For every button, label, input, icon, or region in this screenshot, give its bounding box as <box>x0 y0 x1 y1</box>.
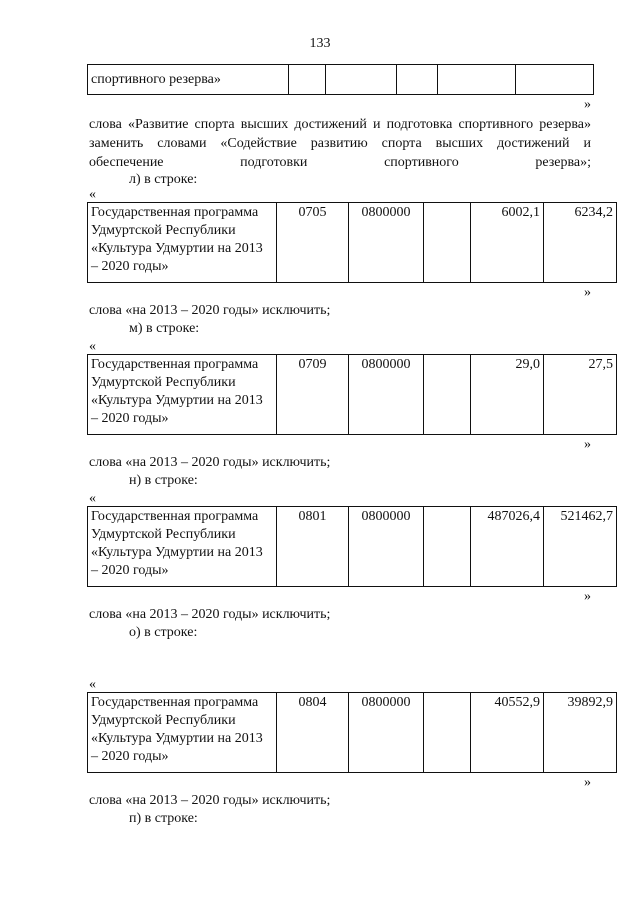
section-code-cell: 0801 <box>277 507 349 587</box>
program-code-cell: 0800000 <box>349 203 424 283</box>
expense-type-cell <box>424 203 471 283</box>
expense-type-cell <box>424 507 471 587</box>
value-2014-cell: 39892,9 <box>544 693 617 773</box>
table-row <box>88 65 594 95</box>
amendment-line: слова «на 2013 – 2020 годы» исключить; <box>89 303 331 318</box>
subitem-l-label: л) в строке: <box>129 172 198 187</box>
table-row <box>88 693 617 773</box>
budget-table-continuation <box>87 64 594 95</box>
row-name-cell: Государственная программа Удмуртской Республики «Культура Удмуртии на 2013 – 2020 годы» <box>88 693 277 773</box>
opening-quote: « <box>89 491 96 506</box>
program-code-cell: 0800000 <box>349 693 424 773</box>
expense-type-cell <box>424 355 471 435</box>
table-row <box>88 203 617 283</box>
row-name-cell: Государственная программа Удмуртской Республики «Культура Удмуртии на 2013 – 2020 годы» <box>88 203 277 283</box>
value-2013-cell: 487026,4 <box>471 507 544 587</box>
subitem-p-label: п) в строке: <box>129 811 198 826</box>
closing-quote: » <box>584 97 591 112</box>
amendment-line: слова «на 2013 – 2020 годы» исключить; <box>89 607 331 622</box>
amendment-line: слова «на 2013 – 2020 годы» исключить; <box>89 455 331 470</box>
value-2014-cell: 27,5 <box>544 355 617 435</box>
subitem-o-label: о) в строке: <box>129 625 198 640</box>
expense-type-cell <box>424 693 471 773</box>
opening-quote: « <box>89 339 96 354</box>
program-code-cell <box>325 65 396 95</box>
closing-quote: » <box>584 437 591 452</box>
closing-quote: » <box>584 775 591 790</box>
section-code-cell <box>289 65 325 95</box>
program-code-cell: 0800000 <box>349 507 424 587</box>
value-2013-cell: 6002,1 <box>471 203 544 283</box>
section-code-cell: 0709 <box>277 355 349 435</box>
opening-quote: « <box>89 187 96 202</box>
budget-table-o <box>87 692 617 773</box>
budget-table-l <box>87 202 617 283</box>
value-2013-cell <box>438 65 516 95</box>
table-row <box>88 355 617 435</box>
closing-quote: » <box>584 285 591 300</box>
row-name-cell: Государственная программа Удмуртской Республики «Культура Удмуртии на 2013 – 2020 годы» <box>88 355 277 435</box>
opening-quote: « <box>89 677 96 692</box>
expense-type-cell <box>396 65 438 95</box>
amendment-paragraph: слова «Развитие спорта высших достижений и подготовка спортивного резерва» заменить словами «Содействие развитию спорта высших достижений и обеспечение подготовки спортивного резерва»; <box>89 117 591 170</box>
budget-table-n <box>87 506 617 587</box>
page-number: 133 <box>309 36 331 51</box>
value-2014-cell: 521462,7 <box>544 507 617 587</box>
value-2013-cell: 40552,9 <box>471 693 544 773</box>
value-2014-cell <box>516 65 594 95</box>
row-name-cell: Государственная программа Удмуртской Республики «Культура Удмуртии на 2013 – 2020 годы» <box>88 507 277 587</box>
value-2013-cell: 29,0 <box>471 355 544 435</box>
closing-quote: » <box>584 589 591 604</box>
section-code-cell: 0804 <box>277 693 349 773</box>
section-code-cell: 0705 <box>277 203 349 283</box>
amendment-line: слова «на 2013 – 2020 годы» исключить; <box>89 793 331 808</box>
row-name-cell: спортивного резерва» <box>88 65 289 95</box>
subitem-n-label: н) в строке: <box>129 473 198 488</box>
program-code-cell: 0800000 <box>349 355 424 435</box>
value-2014-cell: 6234,2 <box>544 203 617 283</box>
budget-table-m <box>87 354 617 435</box>
table-row <box>88 507 617 587</box>
subitem-m-label: м) в строке: <box>129 321 200 336</box>
